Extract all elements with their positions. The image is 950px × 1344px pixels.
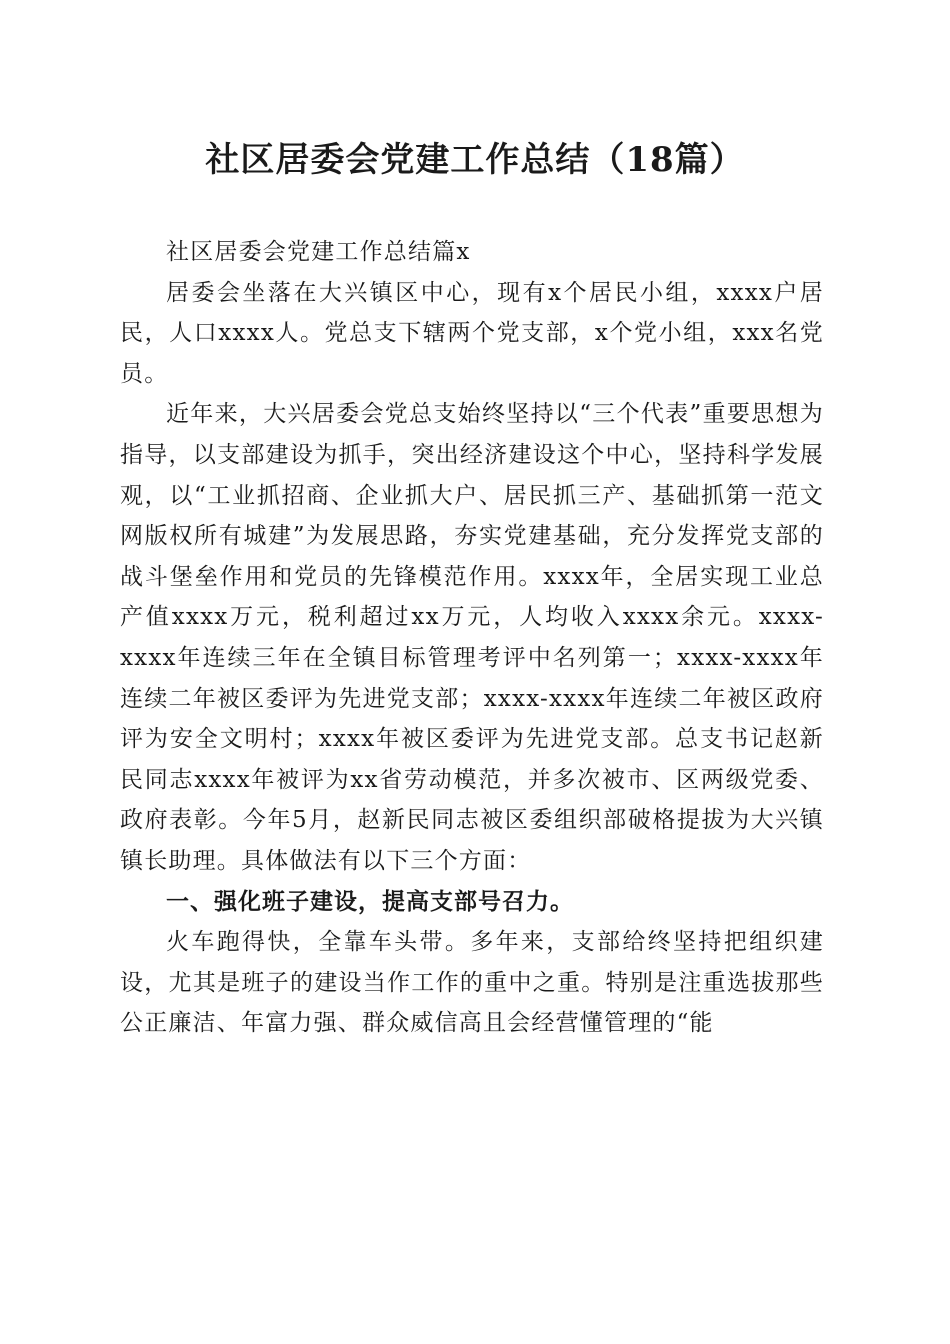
paragraph-achievements: 近年来，大兴居委会党总支始终坚持以“三个代表”重要思想为指导，以支部建设为抓手，突出经济建设这个中心，坚持科学发展观，以“工业抓招商、企业抓大户、居民抓三产、基础抓第一范文网版权所有城建”为发展思路，夯实党建基础，充分发挥党支部的战斗堡垒作用和党员的先锋模范作用。xxxx年，全居实现工业总产值xxxx万元，税利超过xx万元，人均收入xxxx余元。xxxx-xxxx年连续三年在全镇目标管理考评中名列第一；xxxx-xxxx年连续二年被区委评为先进党支部；xxxx-xxxx年连续二年被区政府评为安全文明村；xxxx年被区委评为先进党支部。总支书记赵新民同志xxxx年被评为xx省劳动模范，并多次被市、区两级党委、政府表彰。今年5月，赵新民同志被区委组织部破格提拔为大兴镇镇长助理。具体做法有以下三个方面：: [120, 401, 824, 874]
paragraph-intro: 居委会坐落在大兴镇区中心，现有x个居民小组，xxxx户居民，人口xxxx人。党总支下辖两个党支部，x个党小组，xxx名党员。: [120, 279, 824, 387]
document-body: [120, 232, 824, 1044]
section-heading: 一、强化班子建设，提高支部号召力。: [166, 888, 574, 915]
article-subtitle: 社区居委会党建工作总结篇x: [166, 239, 471, 265]
document-title: 社区居委会党建工作总结（18篇）: [205, 140, 745, 180]
paragraph-section-one: 火车跑得快，全靠车头带。多年来，支部给终坚持把组织建设，尤其是班子的建设当作工作的重中之重。特别是注重选拔那些公正廉洁、年富力强、群众威信高且会经营懂管理的“能: [120, 929, 824, 1037]
